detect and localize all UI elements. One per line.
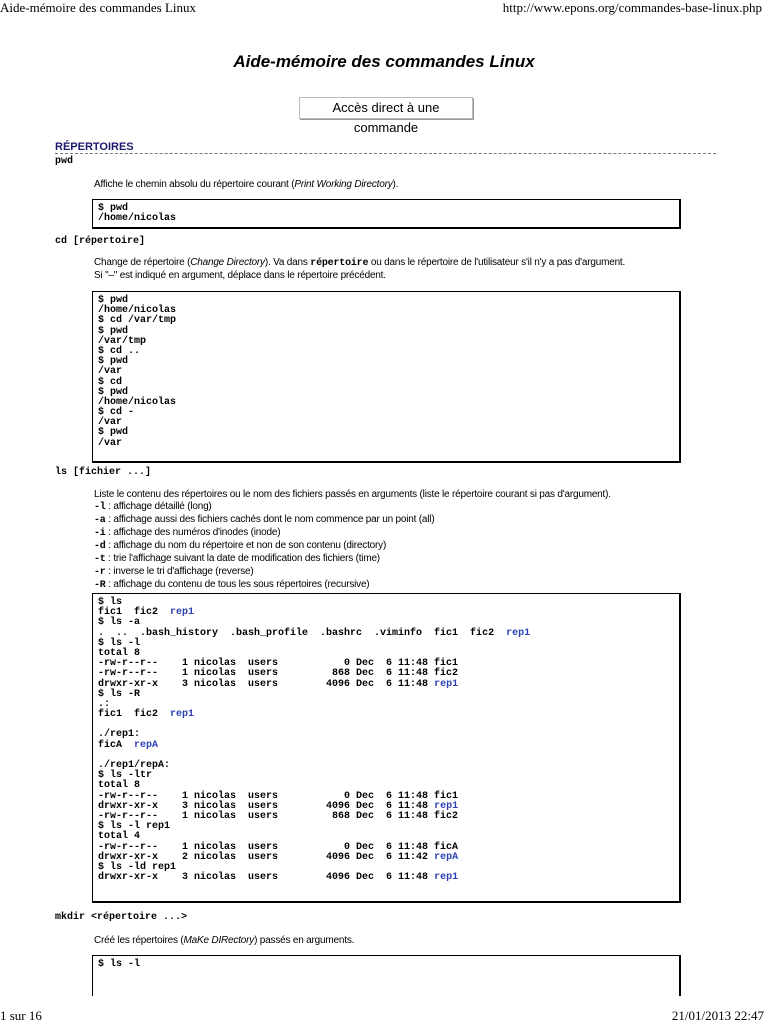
page-title: Aide-mémoire des commandes Linux: [233, 52, 535, 71]
print-header-title: Aide-mémoire des commandes Linux: [0, 0, 197, 15]
code-line: [98, 710, 679, 720]
code-line: $ pwd: [98, 325, 129, 337]
directory-name: rep1: [170, 709, 195, 721]
code-line: $ cd: [98, 376, 123, 388]
ls-option: [94, 566, 611, 579]
code-line: [98, 751, 679, 761]
code-text: [93, 956, 679, 970]
code-line: [98, 629, 679, 639]
code-block-ls: [92, 593, 681, 903]
cd-description: [94, 257, 625, 282]
code-line: $ cd /var/tmp: [98, 315, 177, 327]
ls-option-text: : inverse le tri d'affichage (reverse): [105, 566, 254, 577]
code-line: /var: [98, 437, 123, 449]
ls-option: [94, 514, 611, 527]
code-block-pwd: [92, 199, 681, 229]
code-line: [98, 690, 679, 700]
code-line: /var/tmp: [98, 335, 147, 347]
code-text-part: fic1 fic2: [98, 709, 171, 721]
code-line: [98, 720, 679, 730]
code-text-part: $ ls -l rep1: [98, 821, 171, 833]
command-heading-mkdir: mkdir <répertoire ...>: [55, 912, 188, 923]
code-line: $ cd -: [98, 407, 135, 419]
code-text-part: fic1 fic2: [98, 607, 171, 619]
mkdir-description: Créé les répertoires (MaKe DIRectory) passés en arguments.: [94, 935, 355, 946]
print-header-url[interactable]: http://www.epons.org/commandes-base-linux.php: [502, 0, 762, 15]
code-line: [98, 730, 679, 740]
code-line: $ pwd: [98, 203, 129, 214]
code-text: [93, 292, 679, 449]
directory-name: rep1: [506, 627, 531, 639]
code-line: /var: [98, 366, 123, 378]
code-line: [98, 853, 679, 863]
code-block-cd: [92, 291, 681, 463]
code-line: [98, 741, 679, 751]
ls-option-flag: -a: [94, 515, 106, 526]
ls-option-flag: -l: [94, 502, 106, 513]
command-heading-cd: cd [répertoire]: [55, 236, 146, 247]
code-line: /home/nicolas: [98, 396, 177, 408]
directory-name: rep1: [434, 678, 459, 690]
code-block-mkdir: [92, 955, 681, 996]
code-text-part: -rw-r--r-- 1 nicolas users 868 Dec 6 11:48 fic2: [98, 810, 459, 822]
section-divider: [55, 153, 716, 154]
ls-option-flag: -t: [94, 554, 106, 565]
code-text-part: ficA: [98, 739, 135, 751]
code-line: $ pwd: [98, 295, 129, 306]
ls-option-text: : affichage du nom du répertoire et non de son contenu (directory): [105, 540, 387, 551]
code-line: [98, 761, 679, 771]
code-text-part: drwxr-xr-x 3 nicolas users 4096 Dec 6 11:48: [98, 872, 435, 884]
command-heading-ls: ls [fichier ...]: [55, 467, 152, 478]
ls-option-text: : affichage des numéros d'inodes (inode): [105, 527, 281, 538]
code-line: /home/nicolas: [98, 305, 177, 317]
code-text-part: -rw-r--r-- 1 nicolas users 868 Dec 6 11:48 fic2: [98, 668, 459, 680]
code-line: /home/nicolas: [98, 213, 177, 225]
code-line: $ pwd: [98, 356, 129, 368]
ls-option-flag: -d: [94, 541, 106, 552]
cd-description-line2: Si "–" est indiqué en argument, déplace dans le répertoire précédent.: [94, 270, 386, 281]
code-line: [98, 608, 679, 618]
code-text-part: $ ls -l: [98, 637, 141, 649]
ls-option-text: : affichage détaillé (long): [105, 501, 212, 512]
ls-option-text: : affichage aussi des fichiers cachés dont le nom commence par un point (all): [105, 514, 435, 525]
ls-option-text: : affichage du contenu de tous les sous répertoires (recursive): [105, 579, 370, 590]
ls-option-flag: -i: [94, 528, 106, 539]
code-text-part: -rw-r--r-- 1 nicolas users 0 Dec 6 11:48 ficA: [98, 841, 459, 853]
code-text-part: -rw-r--r-- 1 nicolas users 0 Dec 6 11:48 fic1: [98, 790, 459, 802]
code-text-part: . .. .bash_history .bash_profile .bashrc .viminfo fic1 fic2: [98, 627, 507, 639]
ls-option-text: : trie l'affichage suivant la date de modification des fichiers (time): [105, 553, 380, 564]
directory-name: rep1: [434, 800, 459, 812]
ls-option-flag: -R: [94, 580, 106, 591]
directory-name: repA: [434, 851, 459, 863]
cd-description-line1: Change de répertoire (Change Directory). Va dans répertoire ou dans le répertoire de l'utilisateur s'il n'y a pas d'argument.: [94, 257, 626, 269]
print-footer-page: 1 sur 16: [0, 1008, 42, 1023]
code-line: [98, 680, 679, 690]
print-footer-datetime: 21/01/2013 22:47: [671, 1008, 764, 1023]
code-text-part: drwxr-xr-x 3 nicolas users 4096 Dec 6 11:48: [98, 800, 435, 812]
code-text-part: $ ls -ld rep1: [98, 861, 177, 873]
code-text-part: total 4: [98, 831, 141, 843]
ls-option: [94, 579, 611, 592]
section-title-repertoires: RÉPERTOIRES: [55, 141, 134, 153]
code-text-part: -rw-r--r-- 1 nicolas users 0 Dec 6 11:48 fic1: [98, 658, 459, 670]
direct-access-button[interactable]: Accès direct à une commande: [299, 97, 473, 119]
code-text-part: .:: [98, 698, 111, 710]
code-line: $ ls -l: [98, 959, 141, 970]
ls-description: [94, 489, 611, 592]
code-text: [93, 594, 679, 883]
code-line: $ pwd: [98, 386, 129, 398]
code-line: [98, 812, 679, 822]
ls-option: [94, 553, 611, 566]
code-text-part: $ ls -R: [98, 688, 141, 700]
ls-option: [94, 527, 611, 540]
code-text: [93, 200, 679, 224]
directory-name: rep1: [434, 872, 459, 884]
ls-option: [94, 540, 611, 553]
ls-option-flag: -r: [94, 567, 106, 578]
code-line: [98, 822, 679, 832]
code-text-part: drwxr-xr-x 3 nicolas users 4096 Dec 6 11:48: [98, 678, 435, 690]
command-heading-pwd: pwd: [55, 156, 74, 167]
ls-option: [94, 501, 611, 514]
ls-description-intro: Liste le contenu des répertoires ou le nom des fichiers passés en arguments (liste le répertoire courant si pas d'argument).: [94, 489, 611, 500]
code-line: [98, 873, 679, 883]
pwd-description: Affiche le chemin absolu du répertoire courant (Print Working Directory).: [94, 179, 399, 190]
code-text-part: total 8: [98, 647, 141, 659]
code-line: [98, 639, 679, 649]
code-line: /var: [98, 417, 123, 429]
code-text-part: $ ls: [98, 597, 123, 608]
code-line: $ pwd: [98, 427, 129, 439]
directory-name: rep1: [170, 607, 195, 619]
ls-options-list: [94, 501, 611, 592]
code-text-part: $ ls -a: [98, 617, 141, 629]
code-line: $ cd ..: [98, 345, 141, 357]
directory-name: repA: [134, 739, 159, 751]
code-text-part: total 8: [98, 780, 141, 792]
code-line: [98, 771, 679, 781]
code-text-part: $ ls -ltr: [98, 770, 153, 782]
code-text-part: drwxr-xr-x 2 nicolas users 4096 Dec 6 11:42: [98, 851, 435, 863]
code-text-part: ./rep1/repA:: [98, 760, 171, 771]
code-text-part: ./rep1:: [98, 729, 141, 741]
